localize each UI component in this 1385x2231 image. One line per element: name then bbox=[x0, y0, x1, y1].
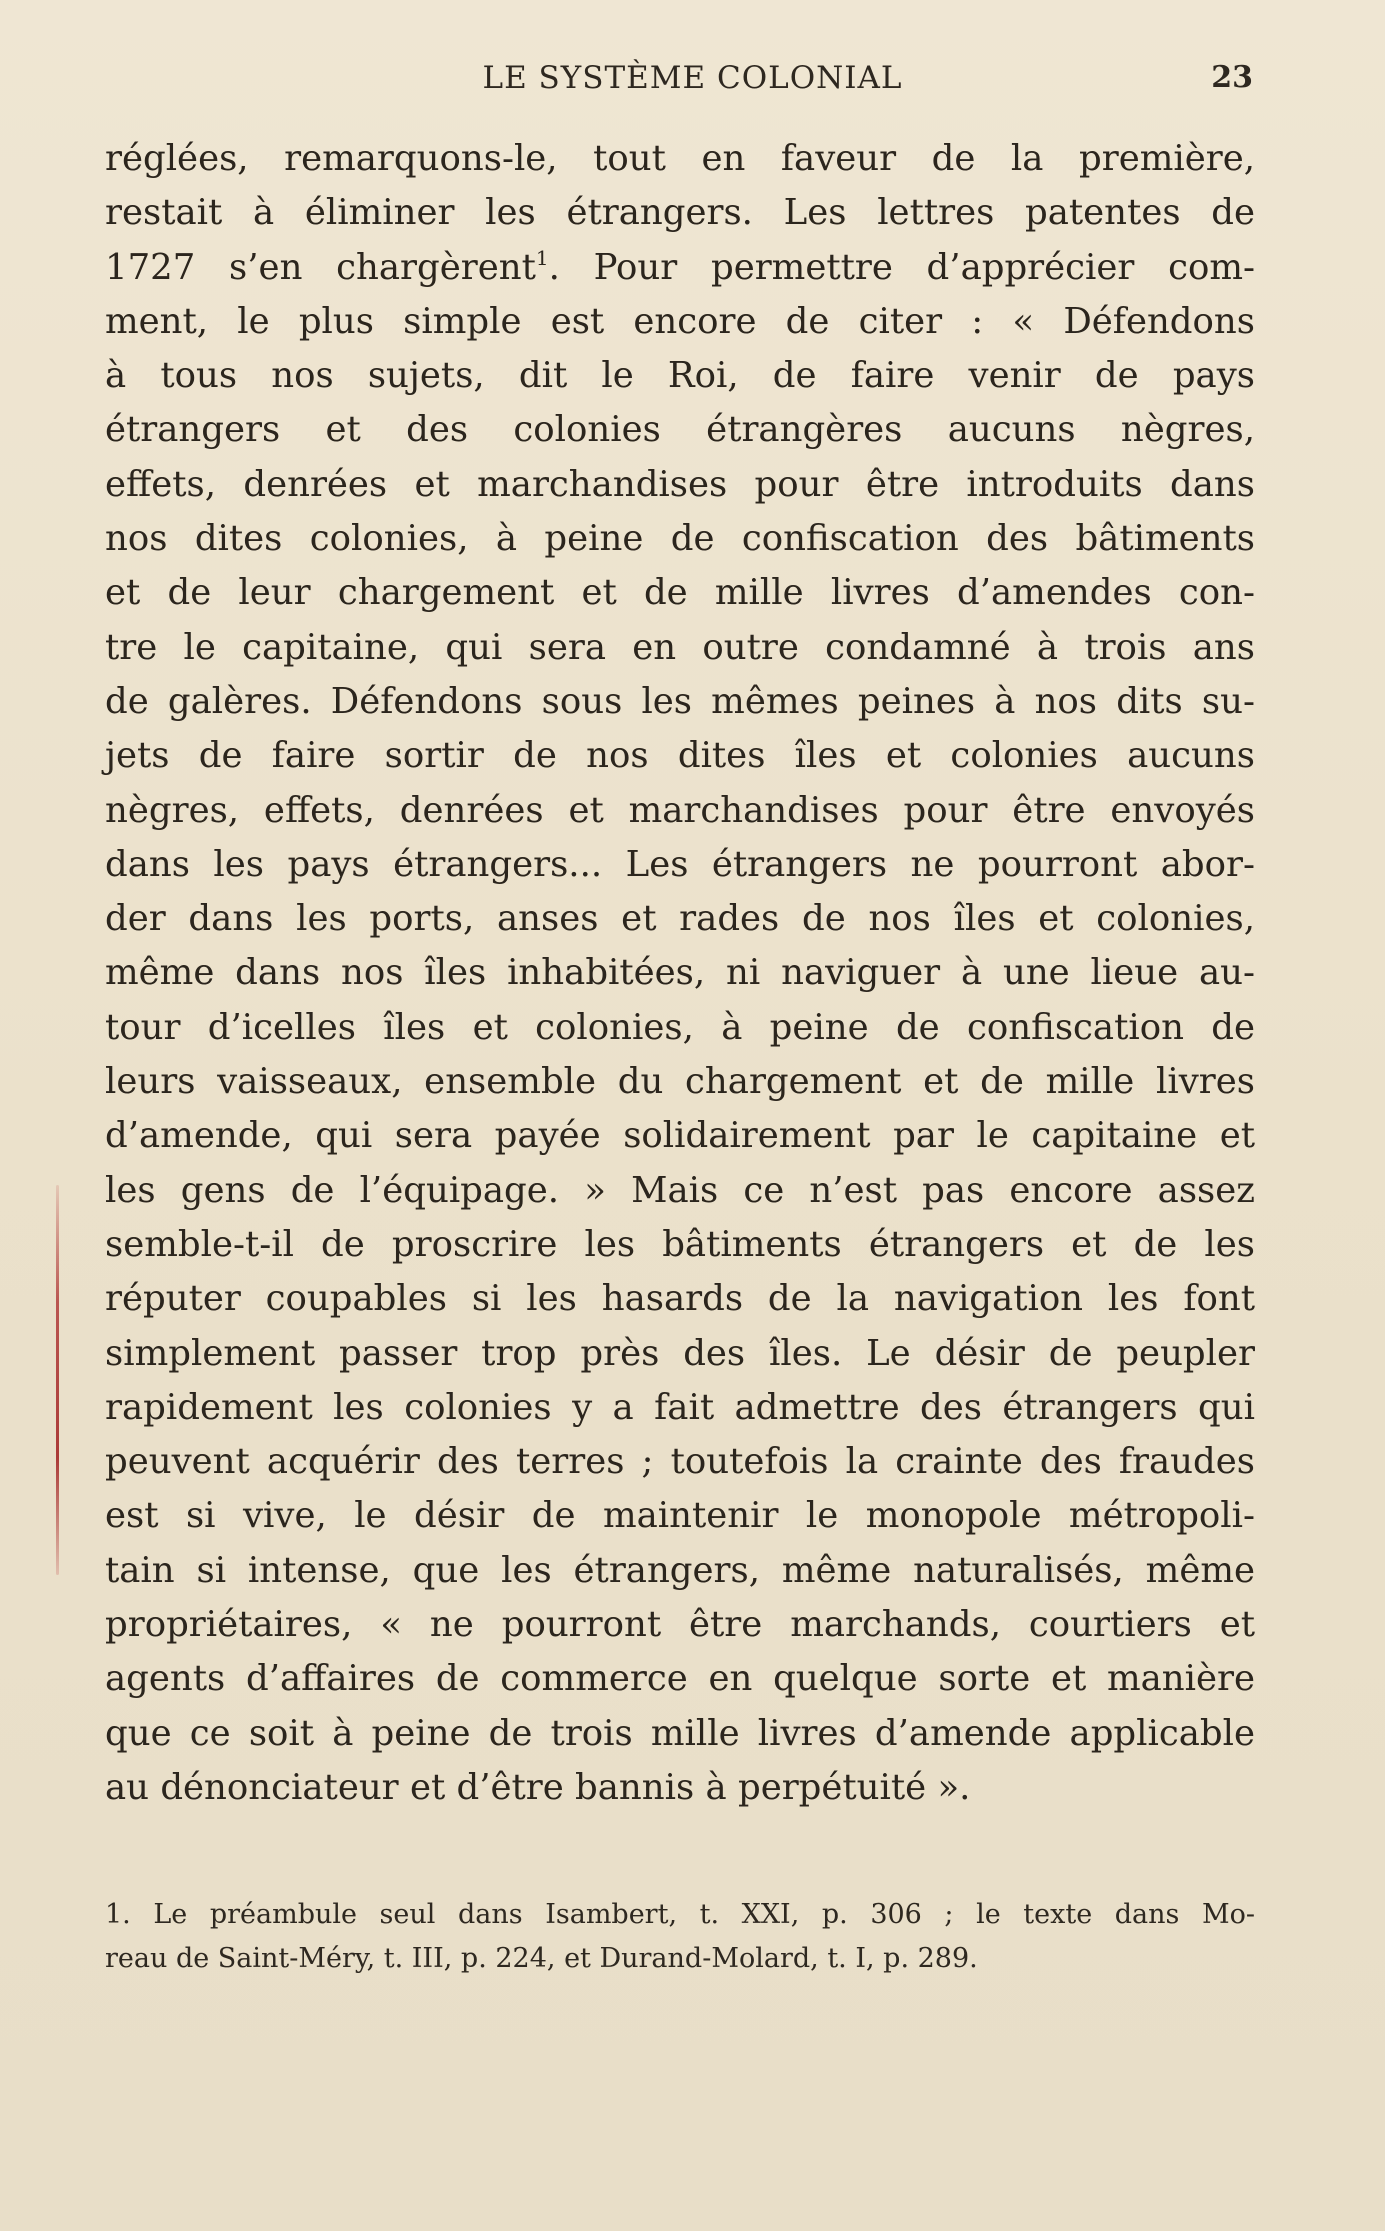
text-line: tre le capitaine, qui sera en outre condamné à trois ans bbox=[105, 626, 1255, 668]
text-line: d’amende, qui sera payée solidairement par le capitaine et bbox=[105, 1115, 1255, 1157]
body-paragraph bbox=[105, 132, 1255, 1815]
text-line: étrangers et des colonies étrangères aucuns nègres, bbox=[105, 409, 1255, 451]
text-line: réputer coupables si les hasards de la navigation les font bbox=[105, 1278, 1255, 1320]
text-line: effets, denrées et marchandises pour être introduits dans bbox=[105, 463, 1255, 505]
running-title: LE SYSTÈME COLONIAL bbox=[482, 60, 903, 96]
text-line: tain si intense, que les étrangers, même naturalisés, même bbox=[105, 1549, 1255, 1591]
text-line: même dans nos îles inhabitées, ni naviguer à une lieue au- bbox=[105, 952, 1255, 994]
text-line: propriétaires, « ne pourront être marchands, courtiers et bbox=[105, 1604, 1255, 1646]
text-line: dans les pays étrangers... Les étrangers ne pourront abor- bbox=[105, 843, 1255, 885]
text-line: au dénonciateur et d’être bannis à perpétuité ». bbox=[105, 1766, 971, 1808]
page-number: 23 bbox=[1211, 60, 1253, 95]
text-line: der dans les ports, anses et rades de nos îles et colonies, bbox=[105, 898, 1255, 940]
margin-annotation-mark bbox=[56, 1185, 59, 1575]
text-line: est si vive, le désir de maintenir le monopole métropoli- bbox=[105, 1495, 1255, 1537]
footnote-reference[interactable]: 1 bbox=[535, 245, 549, 270]
text-line: agents d’affaires de commerce en quelque sorte et manière bbox=[105, 1658, 1255, 1700]
text-line: semble-t-il de proscrire les bâtiments étrangers et de les bbox=[105, 1223, 1255, 1265]
text-line-part: 1727 s’en chargèrent bbox=[105, 246, 536, 288]
text-line: à tous nos sujets, dit le Roi, de faire venir de pays bbox=[105, 355, 1255, 397]
text-line: tour d’icelles îles et colonies, à peine de confiscation de bbox=[105, 1006, 1255, 1048]
text-line: nègres, effets, denrées et marchandises pour être envoyés bbox=[105, 789, 1255, 831]
text-line: que ce soit à peine de trois mille livres d’amende applicable bbox=[105, 1712, 1255, 1754]
text-line: simplement passer trop près des îles. Le désir de peupler bbox=[105, 1332, 1255, 1374]
text-line: restait à éliminer les étrangers. Les lettres patentes de bbox=[105, 192, 1255, 234]
text-line: nos dites colonies, à peine de confiscation des bâtiments bbox=[105, 518, 1255, 560]
text-line: peuvent acquérir des terres ; toutefois la crainte des fraudes bbox=[105, 1441, 1255, 1483]
footnote bbox=[105, 1893, 1255, 1981]
footnote-line: reau de Saint-Méry, t. III, p. 224, et Durand-Molard, t. I, p. 289. bbox=[105, 1943, 978, 1974]
text-line: leurs vaisseaux, ensemble du chargement et de mille livres bbox=[105, 1061, 1255, 1103]
text-line: de galères. Défendons sous les mêmes peines à nos dits su- bbox=[105, 680, 1255, 722]
text-line: et de leur chargement et de mille livres d’amendes con- bbox=[105, 572, 1255, 614]
text-line: rapidement les colonies y a fait admettre des étrangers qui bbox=[105, 1386, 1255, 1428]
text-line: les gens de l’équipage. » Mais ce n’est pas encore assez bbox=[105, 1169, 1255, 1211]
text-line: jets de faire sortir de nos dites îles et colonies aucuns bbox=[105, 735, 1255, 777]
page-header bbox=[0, 60, 1385, 104]
text-line: réglées, remarquons-le, tout en faveur de la première, bbox=[105, 138, 1255, 179]
footnote-line: 1. Le préambule seul dans Isambert, t. XXI, p. 306 ; le texte dans Mo- bbox=[105, 1899, 1255, 1930]
text-line: ment, le plus simple est encore de citer : « Défendons bbox=[105, 300, 1255, 342]
text-line-part: . Pour permettre d’apprécier com- bbox=[548, 246, 1255, 288]
text-line-with-footnote-ref bbox=[105, 241, 1255, 295]
